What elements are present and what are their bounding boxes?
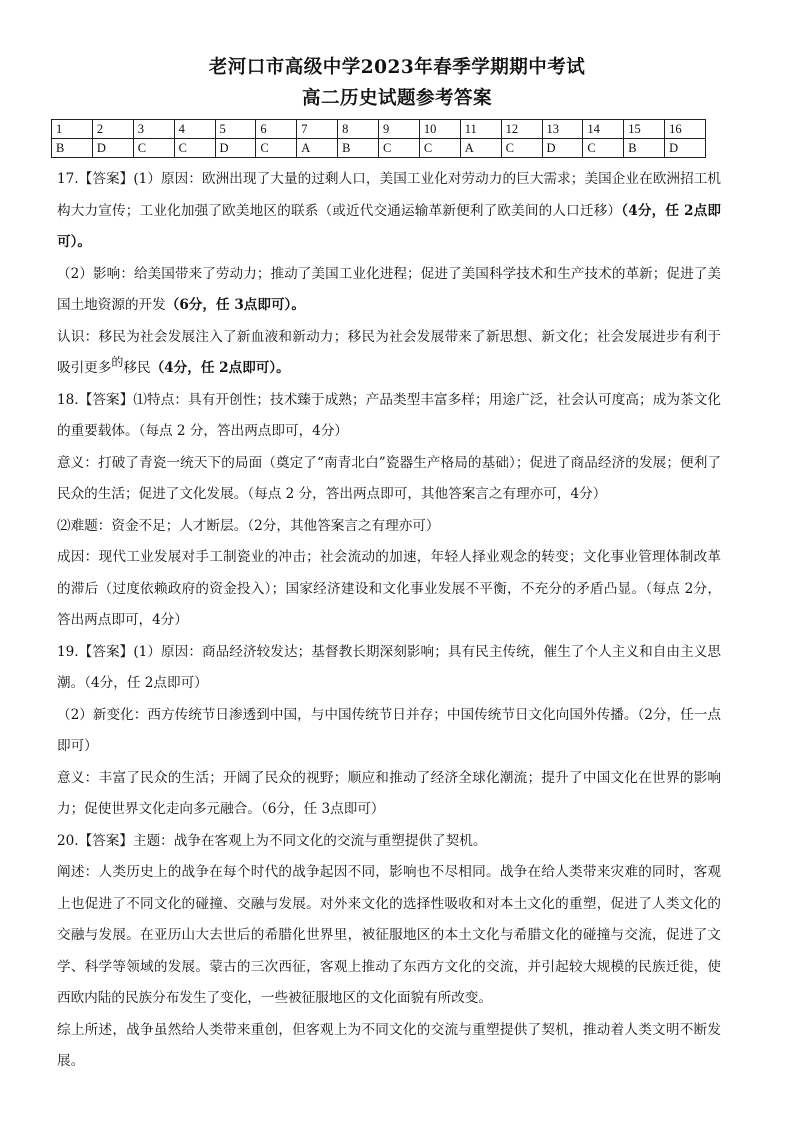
answer-cell: D xyxy=(665,139,706,158)
question-number-cell: 12 xyxy=(501,120,542,139)
answer-cell: C xyxy=(501,139,542,158)
question-number-cell: 6 xyxy=(256,120,297,139)
answer-cell: B xyxy=(338,139,379,158)
question-number-cell: 8 xyxy=(338,120,379,139)
answer-cell: C xyxy=(583,139,624,158)
question-number-cell: 3 xyxy=(133,120,174,139)
q19-reasons: 19.【答案】(1）原因：商品经济较发达；基督教长期深刻影响；具有民主传统，催生了个人主义和自由主义思潮。（4分，任 2点即可） xyxy=(57,643,721,691)
question-number-cell: 14 xyxy=(583,120,624,139)
question-number-cell: 9 xyxy=(379,120,420,139)
exam-subtitle: 高二历史试题参考答案 xyxy=(301,88,492,109)
answer-cell: C xyxy=(133,139,174,158)
answer-content xyxy=(57,164,721,1078)
answer-cell: D xyxy=(92,139,133,158)
q20-conclusion: 综上所述，战争虽然给人类带来重创，但客观上为不同文化的交流与重塑提供了契机，推动着人类文明不断发展。 xyxy=(57,1021,721,1069)
q17-understanding-score: （4分，任 2点即可）。 xyxy=(150,360,290,376)
answer-cell: C xyxy=(174,139,215,158)
q17-reasons-score: （4分，任 2点即可）。 xyxy=(57,202,721,250)
answer-cell: A xyxy=(460,139,501,158)
q19-significance: 意义：丰富了民众的生活；开阔了民众的视野；顺应和推动了经济全球化潮流；提升了中国文化在世界的影响力；促使世界文化走向多元融合。（6分，任 3点即可） xyxy=(57,769,721,817)
answer-cell: B xyxy=(52,139,93,158)
answer-row xyxy=(52,139,706,158)
q17-impact-score: （6分，任 3点即可）。 xyxy=(165,297,305,313)
q17-understanding xyxy=(57,322,721,385)
question-number-cell: 13 xyxy=(542,120,583,139)
q17-reasons-text: 17.【答案】(1）原因：欧洲出现了大量的过剩人口，美国工业化对劳动力的巨大需求；美国企业在欧洲招工机构大力宣传；工业化加强了欧美地区的联系（或近代交通运输革新便利了欧美间的人口迁移） xyxy=(57,171,721,219)
question-number-cell: 2 xyxy=(92,120,133,139)
answer-cell: B xyxy=(624,139,665,158)
q20-theme: 20.【答案】主题：战争在客观上为不同文化的交流与重塑提供了契机。 xyxy=(57,832,487,849)
q18-difficulties: ⑵难题：资金不足；人才断层。（2分，其他答案言之有理亦可） xyxy=(57,517,440,534)
answer-cell: C xyxy=(419,139,460,158)
q17-understanding-sup: 的 xyxy=(111,355,124,369)
q19-new-changes: （2）新变化：西方传统节日渗透到中国，与中国传统节日并存；中国传统节日文化向国外传播。（2分，任一点即可） xyxy=(57,706,721,754)
question-number-cell: 7 xyxy=(297,120,338,139)
q17-understanding-text-a: 认识：移民为社会发展注入了新血液和新动力；移民为社会发展带来了新思想、新文化；社会发展进步有利于吸引更多 xyxy=(57,328,721,376)
question-number-cell: 11 xyxy=(460,120,501,139)
q18-causes: 成因：现代工业发展对手工制瓷业的冲击；社会流动的加速，年轻人择业观念的转变；文化事业管理体制改革的滞后（过度依赖政府的资金投入）；国家经济建设和文化事业发展不平衡，不充分的矛盾凸显。（每点 2分，答出两点即可，4分） xyxy=(57,549,721,628)
question-number-cell: 1 xyxy=(52,120,93,139)
question-number-cell: 10 xyxy=(419,120,460,139)
q18-significance: 意义：打破了青瓷一统天下的局面（奠定了“南青北白”瓷器生产格局的基础）；促进了商品经济的发展；便利了民众的生活；促进了文化发展。（每点 2 分，答出两点即可，其他答案言之有理亦可，4分） xyxy=(57,454,721,502)
question-number-cell: 16 xyxy=(665,120,706,139)
question-number-cell: 15 xyxy=(624,120,665,139)
q17-understanding-text-b: 移民 xyxy=(123,360,151,376)
question-number-cell: 4 xyxy=(174,120,215,139)
answer-cell: C xyxy=(256,139,297,158)
question-number-row xyxy=(52,120,706,139)
answer-cell: A xyxy=(297,139,338,158)
answer-cell: D xyxy=(215,139,256,158)
answer-cell: D xyxy=(542,139,583,158)
q17-impact xyxy=(57,259,721,322)
q17-reasons xyxy=(57,164,721,259)
q17-impact-text: （2）影响：给美国带来了劳动力；推动了美国工业化进程；促进了美国科学技术和生产技术的革新；促进了美国土地资源的开发 xyxy=(57,265,721,313)
exam-title: 老河口市高级中学2023年春季学期期中考试 xyxy=(208,57,586,78)
q20-elaboration: 阐述：人类历史上的战争在每个时代的战争起因不同，影响也不尽相同。战争在给人类带来灾难的同时，客观上也促进了不同文化的碰撞、交融与发展。对外来文化的选择性吸收和对本土文化的重塑，促进了人类文化的交融与发展。在亚历山大去世后的希腊化世界里，被征服地区的本土文化与希腊文化的碰撞与交流，促进了文学、科学等领域的发展。蒙古的三次西征，客观上推动了东西方文化的交流，并引起较大规模的民族迁徙，使西欧内陆的民族分布发生了变化，一些被征服地区的文化面貌有所改变。 xyxy=(57,864,721,1006)
answer-cell: C xyxy=(379,139,420,158)
question-number-cell: 5 xyxy=(215,120,256,139)
answer-table xyxy=(51,119,706,158)
q18-features: 18.【答案】⑴特点：具有开创性；技术臻于成熟；产品类型丰富多样；用途广泛，社会认可度高；成为茶文化的重要载体。（每点 2 分，答出两点即可，4分） xyxy=(57,391,721,439)
